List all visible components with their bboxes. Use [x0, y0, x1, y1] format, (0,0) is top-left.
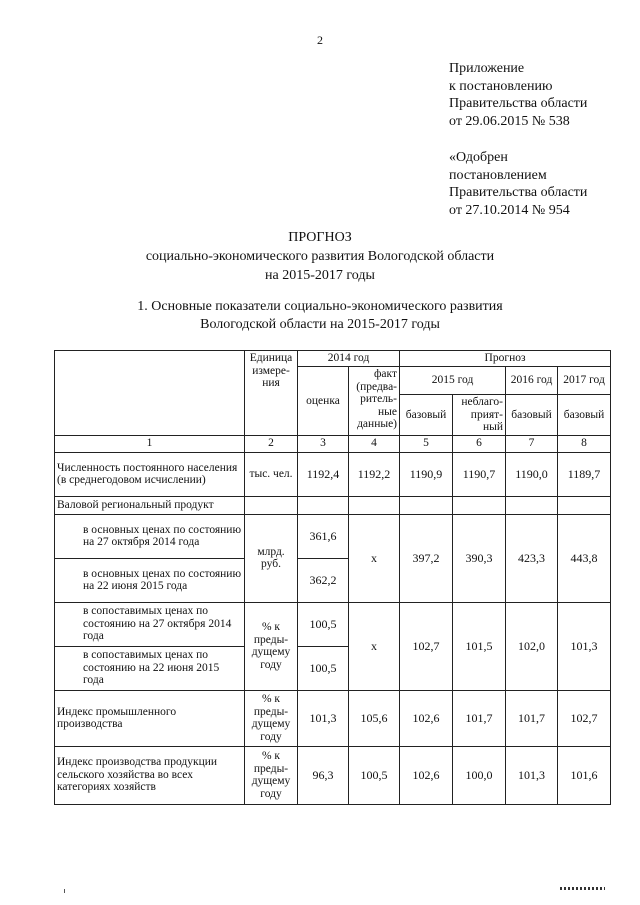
appendix-line: от 29.06.2015 № 538	[449, 113, 570, 129]
row-unit: % к преды-дущему году	[245, 746, 298, 804]
header-2015: 2015 год	[400, 367, 506, 395]
cell-value: 101,3	[558, 602, 611, 690]
header-forecast: Прогноз	[400, 351, 611, 367]
row-label: в основных ценах по состоянию на 27 октября 2014 года	[55, 514, 245, 558]
row-label: в основных ценах по состоянию на 22 июня 2015 года	[55, 558, 245, 602]
row-label: Валовой региональный продукт	[55, 496, 245, 514]
row-label: в сопоставимых ценах по состоянию на 27 октября 2014 года	[55, 602, 245, 646]
cell-value: 390,3	[453, 514, 506, 602]
cell-value: 101,7	[453, 690, 506, 746]
cell-value: 102,7	[558, 690, 611, 746]
cell-value: 101,5	[453, 602, 506, 690]
approved-line: постановлением	[449, 167, 547, 183]
header-2015-unfavorable: неблаго-прият-ный	[453, 395, 506, 436]
table-row	[55, 496, 611, 514]
row-unit: % к преды-дущему году	[245, 602, 298, 690]
approved-block	[449, 149, 629, 219]
column-number: 1	[55, 435, 245, 452]
cell-value: 1190,9	[400, 452, 453, 496]
cell-value: х	[349, 602, 400, 690]
header-2016-base: базовый	[506, 395, 558, 436]
cell-value: 1189,7	[558, 452, 611, 496]
table-row	[55, 514, 611, 558]
cell-value: 443,8	[558, 514, 611, 602]
row-unit: млрд. руб.	[245, 514, 298, 602]
appendix-line: Приложение	[449, 61, 525, 76]
title-line: социально-экономического развития Вологодской области	[145, 249, 495, 264]
appendix-line: Правительства области	[449, 96, 588, 111]
appendix-block	[449, 60, 629, 130]
header-unit: Единица измере-ния	[245, 351, 298, 436]
cell-value: 102,0	[506, 602, 558, 690]
cell-value: 1190,7	[453, 452, 506, 496]
cell-value: 1192,2	[349, 452, 400, 496]
cell-value: 361,6	[298, 514, 349, 558]
cell-value: х	[349, 514, 400, 602]
header-estimate: оценка	[298, 367, 349, 436]
table-row	[55, 602, 611, 646]
approved-line: «Одобрен	[449, 150, 508, 165]
row-unit: % к преды-дущему году	[245, 690, 298, 746]
column-number: 6	[453, 435, 506, 452]
forecast-table	[54, 350, 611, 805]
header-indicator	[55, 351, 245, 436]
row-label: Индекс производства продукции сельского хозяйства во всех категориях хозяйств	[55, 746, 245, 804]
cell-value: 101,6	[558, 746, 611, 804]
header-2014: 2014 год	[298, 351, 400, 367]
scan-barcode-mark	[560, 887, 605, 890]
column-number: 8	[558, 435, 611, 452]
page-number: 2	[317, 33, 323, 47]
cell-value: 1190,0	[506, 452, 558, 496]
cell-value: 397,2	[400, 514, 453, 602]
cell-value: 102,7	[400, 602, 453, 690]
header-2017: 2017 год	[558, 367, 611, 395]
cell-value: 96,3	[298, 746, 349, 804]
row-unit: тыс. чел.	[245, 452, 298, 496]
title-line: ПРОГНОЗ	[288, 230, 352, 245]
cell-value: 102,6	[400, 746, 453, 804]
row-unit	[245, 496, 298, 514]
cell-value: 101,7	[506, 690, 558, 746]
table-row	[55, 452, 611, 496]
section-title	[0, 298, 640, 334]
cell-value: 101,3	[506, 746, 558, 804]
header-2017-base: базовый	[558, 395, 611, 436]
table-row	[55, 690, 611, 746]
header-2016: 2016 год	[506, 367, 558, 395]
row-label: в сопоставимых ценах по состоянию на 22 июня 2015 года	[55, 646, 245, 690]
cell-value: 100,5	[298, 602, 349, 646]
table-row	[55, 746, 611, 804]
section-title-line: 1. Основные показатели социально-экономического развития	[137, 299, 503, 314]
header-fact: факт (предва-ритель-ные данные)	[349, 367, 400, 436]
title-line: на 2015-2017 годы	[265, 268, 375, 283]
column-number: 2	[245, 435, 298, 452]
cell-value: 100,5	[298, 646, 349, 690]
cell-value: 100,5	[349, 746, 400, 804]
column-number: 4	[349, 435, 400, 452]
cell-value: 423,3	[506, 514, 558, 602]
column-number: 3	[298, 435, 349, 452]
approved-line: от 27.10.2014 № 954	[449, 202, 570, 218]
row-label: Индекс промышленного производства	[55, 690, 245, 746]
section-title-line: Вологодской области на 2015-2017 годы	[200, 317, 440, 332]
column-number: 5	[400, 435, 453, 452]
cell-value: 105,6	[349, 690, 400, 746]
cell-value: 1192,4	[298, 452, 349, 496]
document-title	[0, 228, 640, 285]
column-number: 7	[506, 435, 558, 452]
approved-line: Правительства области	[449, 185, 588, 200]
cell-value: 362,2	[298, 558, 349, 602]
row-label: Численность постоянного населения (в среднегодовом исчислении)	[55, 452, 245, 496]
cell-value: 100,0	[453, 746, 506, 804]
cell-value: 101,3	[298, 690, 349, 746]
appendix-line: к постановлению	[449, 78, 553, 94]
cell-value: 102,6	[400, 690, 453, 746]
header-2015-base: базовый	[400, 395, 453, 436]
scan-mark	[64, 889, 65, 893]
